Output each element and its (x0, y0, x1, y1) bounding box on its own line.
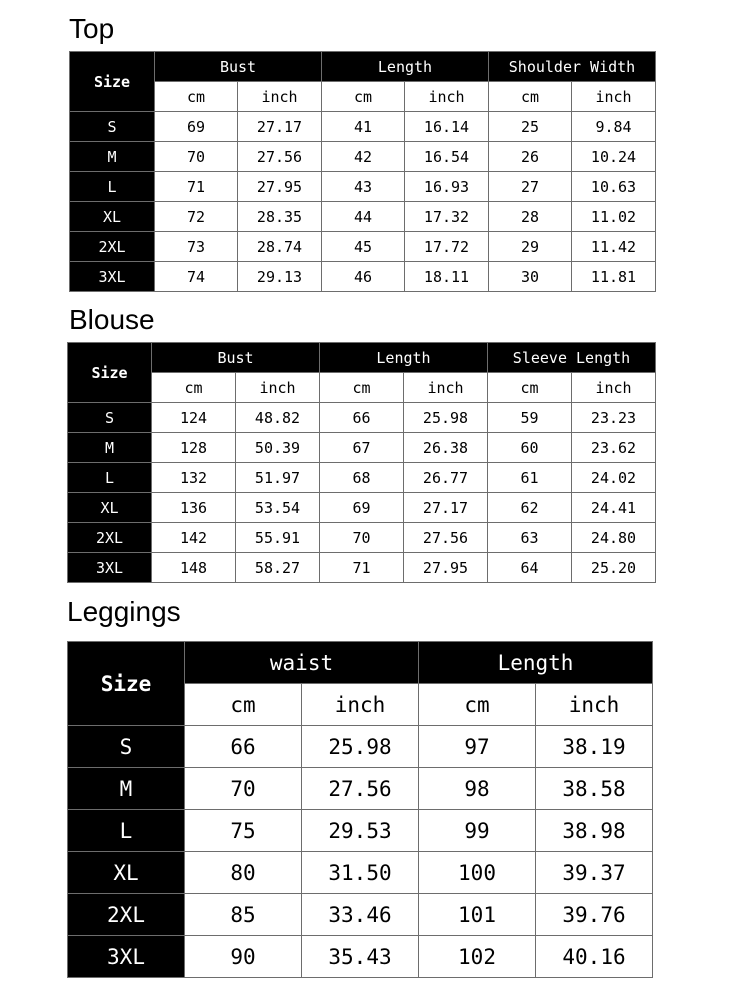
table-row (68, 523, 656, 553)
size-cell: XL (70, 202, 155, 232)
value-cell: 16.54 (405, 142, 489, 172)
waist-header: waist (185, 642, 419, 684)
size-cell: 3XL (68, 936, 185, 978)
table-row (68, 726, 653, 768)
unit-header: inch (572, 82, 656, 112)
value-cell: 38.98 (536, 810, 653, 852)
value-cell: 31.50 (302, 852, 419, 894)
table-row (68, 493, 656, 523)
value-cell: 25.98 (302, 726, 419, 768)
size-cell: L (68, 810, 185, 852)
value-cell: 74 (155, 262, 238, 292)
value-cell: 58.27 (236, 553, 320, 583)
length-header: Length (320, 343, 488, 373)
value-cell: 30 (489, 262, 572, 292)
value-cell: 27.56 (302, 768, 419, 810)
value-cell: 69 (320, 493, 404, 523)
blouse-size-table (67, 342, 656, 583)
value-cell: 142 (152, 523, 236, 553)
value-cell: 24.80 (572, 523, 656, 553)
value-cell: 128 (152, 433, 236, 463)
value-cell: 80 (185, 852, 302, 894)
value-cell: 9.84 (572, 112, 656, 142)
table-row (68, 852, 653, 894)
value-cell: 27.95 (404, 553, 488, 583)
value-cell: 97 (419, 726, 536, 768)
value-cell: 27.95 (238, 172, 322, 202)
unit-header: inch (238, 82, 322, 112)
size-header: Size (68, 642, 185, 726)
size-cell: M (68, 433, 152, 463)
value-cell: 10.63 (572, 172, 656, 202)
size-cell: S (68, 403, 152, 433)
value-cell: 25.20 (572, 553, 656, 583)
value-cell: 67 (320, 433, 404, 463)
table-row (68, 553, 656, 583)
blouse-section-title: Blouse (69, 304, 155, 335)
table-row (68, 768, 653, 810)
size-cell: S (68, 726, 185, 768)
value-cell: 29 (489, 232, 572, 262)
unit-header: inch (405, 82, 489, 112)
table-row (68, 433, 656, 463)
value-cell: 43 (322, 172, 405, 202)
value-cell: 70 (155, 142, 238, 172)
value-cell: 63 (488, 523, 572, 553)
value-cell: 50.39 (236, 433, 320, 463)
value-cell: 24.41 (572, 493, 656, 523)
table-row (70, 112, 656, 142)
size-cell: 3XL (68, 553, 152, 583)
value-cell: 98 (419, 768, 536, 810)
value-cell: 11.42 (572, 232, 656, 262)
unit-header: inch (404, 373, 488, 403)
value-cell: 61 (488, 463, 572, 493)
bust-header: Bust (155, 52, 322, 82)
table-header-row (68, 343, 656, 373)
value-cell: 124 (152, 403, 236, 433)
value-cell: 132 (152, 463, 236, 493)
value-cell: 27.17 (404, 493, 488, 523)
value-cell: 48.82 (236, 403, 320, 433)
table-row (68, 894, 653, 936)
unit-header: inch (572, 373, 656, 403)
value-cell: 85 (185, 894, 302, 936)
value-cell: 27.56 (404, 523, 488, 553)
size-cell: S (70, 112, 155, 142)
value-cell: 66 (320, 403, 404, 433)
value-cell: 25.98 (404, 403, 488, 433)
value-cell: 68 (320, 463, 404, 493)
bust-header: Bust (152, 343, 320, 373)
size-cell: XL (68, 852, 185, 894)
table-header-row (70, 52, 656, 82)
value-cell: 101 (419, 894, 536, 936)
value-cell: 11.81 (572, 262, 656, 292)
value-cell: 23.62 (572, 433, 656, 463)
value-cell: 59 (488, 403, 572, 433)
value-cell: 60 (488, 433, 572, 463)
table-row (70, 232, 656, 262)
value-cell: 29.53 (302, 810, 419, 852)
value-cell: 99 (419, 810, 536, 852)
unit-header: cm (185, 684, 302, 726)
sleeve-length-header: Sleeve Length (488, 343, 656, 373)
value-cell: 71 (155, 172, 238, 202)
value-cell: 27.17 (238, 112, 322, 142)
value-cell: 16.14 (405, 112, 489, 142)
size-cell: XL (68, 493, 152, 523)
unit-header: cm (488, 373, 572, 403)
unit-header: cm (320, 373, 404, 403)
value-cell: 26 (489, 142, 572, 172)
table-row (70, 142, 656, 172)
table-row (70, 202, 656, 232)
value-cell: 23.23 (572, 403, 656, 433)
value-cell: 29.13 (238, 262, 322, 292)
unit-header: cm (152, 373, 236, 403)
length-header: Length (322, 52, 489, 82)
length-header: Length (419, 642, 653, 684)
value-cell: 17.32 (405, 202, 489, 232)
value-cell: 44 (322, 202, 405, 232)
value-cell: 28.74 (238, 232, 322, 262)
value-cell: 45 (322, 232, 405, 262)
value-cell: 70 (320, 523, 404, 553)
size-cell: M (68, 768, 185, 810)
unit-header: inch (536, 684, 653, 726)
size-cell: L (68, 463, 152, 493)
table-unit-row (68, 373, 656, 403)
size-cell: L (70, 172, 155, 202)
value-cell: 100 (419, 852, 536, 894)
top-section-title: Top (69, 13, 115, 44)
value-cell: 26.77 (404, 463, 488, 493)
unit-header: cm (155, 82, 238, 112)
table-unit-row (70, 82, 656, 112)
value-cell: 28 (489, 202, 572, 232)
unit-header: cm (322, 82, 405, 112)
value-cell: 46 (322, 262, 405, 292)
value-cell: 11.02 (572, 202, 656, 232)
table-row (68, 936, 653, 978)
value-cell: 40.16 (536, 936, 653, 978)
value-cell: 10.24 (572, 142, 656, 172)
value-cell: 16.93 (405, 172, 489, 202)
value-cell: 90 (185, 936, 302, 978)
value-cell: 51.97 (236, 463, 320, 493)
size-cell: M (70, 142, 155, 172)
value-cell: 41 (322, 112, 405, 142)
leggings-section-title: Leggings (67, 596, 181, 627)
value-cell: 70 (185, 768, 302, 810)
table-row (68, 463, 656, 493)
value-cell: 75 (185, 810, 302, 852)
table-row (68, 810, 653, 852)
value-cell: 39.76 (536, 894, 653, 936)
value-cell: 27.56 (238, 142, 322, 172)
value-cell: 66 (185, 726, 302, 768)
value-cell: 64 (488, 553, 572, 583)
size-cell: 2XL (68, 523, 152, 553)
value-cell: 33.46 (302, 894, 419, 936)
table-row (70, 172, 656, 202)
unit-header: inch (236, 373, 320, 403)
leggings-size-table (67, 641, 653, 978)
value-cell: 102 (419, 936, 536, 978)
value-cell: 69 (155, 112, 238, 142)
value-cell: 25 (489, 112, 572, 142)
value-cell: 72 (155, 202, 238, 232)
value-cell: 17.72 (405, 232, 489, 262)
value-cell: 71 (320, 553, 404, 583)
shoulder-width-header: Shoulder Width (489, 52, 656, 82)
value-cell: 38.19 (536, 726, 653, 768)
value-cell: 39.37 (536, 852, 653, 894)
value-cell: 24.02 (572, 463, 656, 493)
value-cell: 42 (322, 142, 405, 172)
value-cell: 53.54 (236, 493, 320, 523)
value-cell: 35.43 (302, 936, 419, 978)
unit-header: cm (489, 82, 572, 112)
value-cell: 38.58 (536, 768, 653, 810)
table-header-row (68, 642, 653, 684)
size-header: Size (70, 52, 155, 112)
value-cell: 62 (488, 493, 572, 523)
value-cell: 28.35 (238, 202, 322, 232)
value-cell: 148 (152, 553, 236, 583)
unit-header: cm (419, 684, 536, 726)
size-header: Size (68, 343, 152, 403)
unit-header: inch (302, 684, 419, 726)
value-cell: 27 (489, 172, 572, 202)
top-size-table (69, 51, 656, 292)
value-cell: 73 (155, 232, 238, 262)
size-cell: 2XL (70, 232, 155, 262)
value-cell: 26.38 (404, 433, 488, 463)
value-cell: 55.91 (236, 523, 320, 553)
size-cell: 3XL (70, 262, 155, 292)
table-row (68, 403, 656, 433)
value-cell: 18.11 (405, 262, 489, 292)
value-cell: 136 (152, 493, 236, 523)
table-row (70, 262, 656, 292)
size-cell: 2XL (68, 894, 185, 936)
